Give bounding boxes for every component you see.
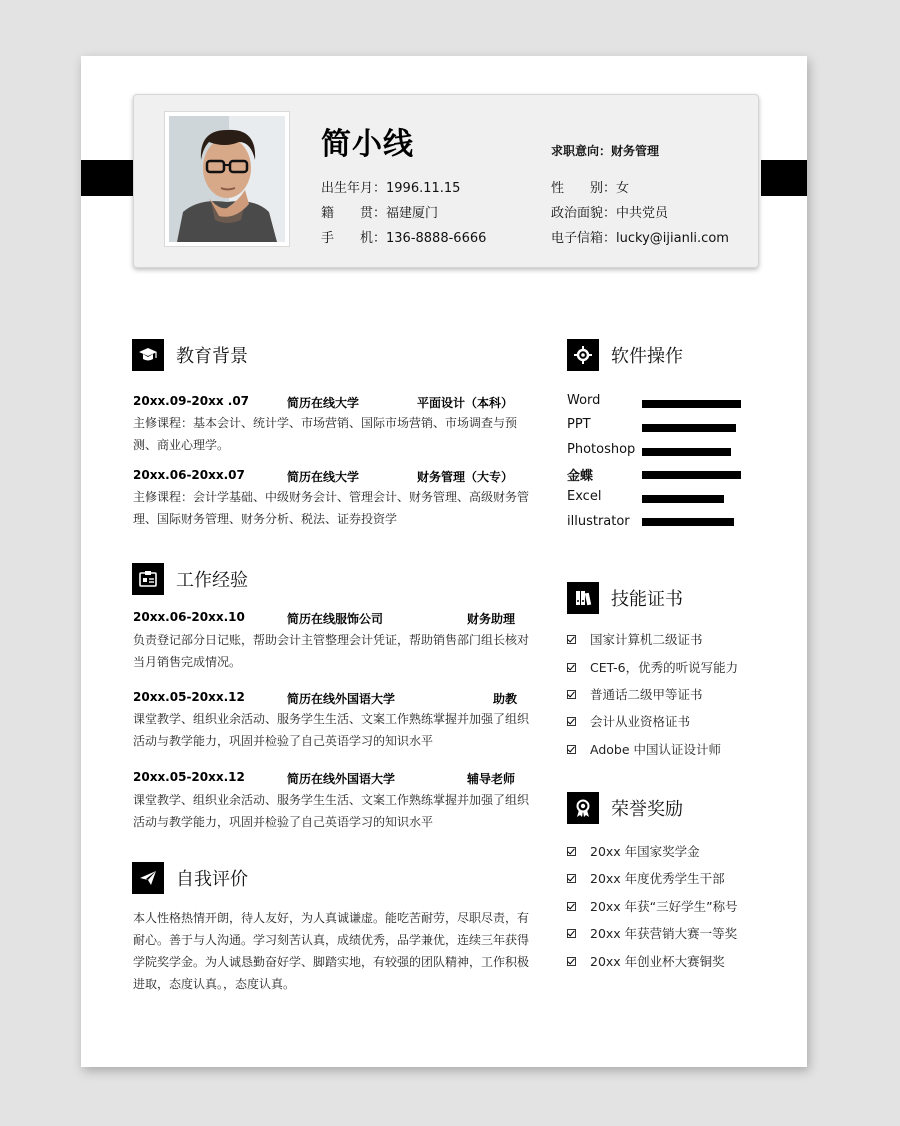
- candidate-name: 简小线: [321, 127, 414, 162]
- software-section-title: [567, 339, 683, 371]
- certificates-section-title: [567, 582, 683, 614]
- birth-label: 出生年月：: [321, 181, 387, 196]
- checkbox-icon: [567, 663, 576, 672]
- work-1-date: 20xx.06-20xx.10: [133, 610, 245, 624]
- cert-text: 会计从业资格证书: [590, 714, 691, 729]
- edu-1-school: 简历在线大学: [287, 396, 360, 410]
- edu-2-major: 财务管理（大专）: [417, 470, 514, 484]
- education-section-title: [132, 339, 248, 371]
- checkbox-icon: [567, 635, 576, 644]
- native-label: 籍 贯：: [321, 206, 387, 221]
- cert-item: [567, 740, 721, 758]
- header-band-left: [81, 160, 133, 196]
- cert-item: [567, 658, 738, 676]
- checkbox-icon: [567, 717, 576, 726]
- self-eval-title: 自我评价: [176, 869, 248, 890]
- header-card: [133, 94, 759, 268]
- gender-value: 女: [616, 181, 630, 196]
- work-3-date: 20xx.05-20xx.12: [133, 770, 245, 784]
- work-1-company: 简历在线服饰公司: [287, 612, 384, 626]
- id-card-icon: [132, 563, 164, 595]
- cert-text: CET-6，优秀的听说写能力: [590, 660, 739, 675]
- paper-plane-icon: [132, 862, 164, 894]
- skill-label-word: Word: [567, 393, 601, 408]
- honor-item: [567, 897, 738, 915]
- gender-label: 性 别：: [551, 181, 617, 196]
- honor-item: [567, 842, 700, 860]
- header-band-right: [761, 160, 807, 196]
- honor-text: 20xx 年获“三好学生”称号: [590, 899, 738, 914]
- skill-bar-illustrator: [642, 518, 734, 526]
- honor-text: 20xx 年国家奖学金: [590, 844, 700, 859]
- award-ribbon-icon: [567, 792, 599, 824]
- cert-text: 国家计算机二级证书: [590, 632, 703, 647]
- skill-bar-photoshop: [642, 448, 731, 456]
- honors-section-title: [567, 792, 683, 824]
- work-3-company: 简历在线外国语大学: [287, 772, 396, 786]
- honors-title: 荣誉奖励: [611, 799, 683, 820]
- skill-bar-excel: [642, 495, 724, 503]
- checkbox-icon: [567, 847, 576, 856]
- cert-item: [567, 685, 703, 703]
- cert-text: Adobe 中国认证设计师: [590, 742, 722, 757]
- politics-row: [551, 202, 668, 221]
- work-2-date: 20xx.05-20xx.12: [133, 690, 245, 704]
- checkbox-icon: [567, 874, 576, 883]
- phone-row: [321, 227, 486, 246]
- edu-2-school: 简历在线大学: [287, 470, 360, 484]
- honor-item: [567, 952, 725, 970]
- honor-text: 20xx 年度优秀学生干部: [590, 871, 725, 886]
- checkbox-icon: [567, 902, 576, 911]
- politics-value: 中共党员: [616, 206, 669, 221]
- job-objective: 求职意向：财务管理: [551, 144, 660, 158]
- work-1-role: 财务助理: [467, 612, 516, 626]
- software-title: 软件操作: [611, 346, 683, 367]
- edu-2-desc: 主修课程：会计学基础、中级财务会计、管理会计、财务管理、高级财务管理、国际财务管理、财务分析、税法、证券投资学: [133, 490, 530, 526]
- skill-label-ppt: PPT: [567, 417, 591, 432]
- checkbox-icon: [567, 957, 576, 966]
- birth-value: 1996.11.15: [386, 181, 461, 196]
- honor-text: 20xx 年获营销大赛一等奖: [590, 926, 738, 941]
- native-row: [321, 202, 438, 221]
- cert-item: [567, 712, 690, 730]
- work-3-role: 辅导老师: [467, 772, 516, 786]
- work-2-role: 助教: [493, 692, 518, 706]
- edu-1-date: 20xx.09-20xx .07: [133, 394, 250, 408]
- work-3-desc: 课堂教学、组织业余活动、服务学生生活、文案工作熟练掌握并加强了组织活动与教学能力，巩固并检验了自己英语学习的知识水平: [133, 793, 530, 829]
- cert-item: [567, 630, 703, 648]
- gender-row: [551, 177, 629, 196]
- skill-bar-kingdee: [642, 471, 741, 479]
- profile-photo: [164, 111, 290, 247]
- birth-row: [321, 177, 460, 196]
- certificates-title: 技能证书: [611, 589, 683, 610]
- honor-item: [567, 869, 725, 887]
- resume-page: [81, 56, 807, 1067]
- phone-label: 手 机：: [321, 231, 387, 246]
- checkbox-icon: [567, 929, 576, 938]
- email-row: [551, 227, 729, 246]
- honor-item: [567, 924, 737, 942]
- skill-bar-word: [642, 400, 741, 408]
- checkbox-icon: [567, 690, 576, 699]
- graduation-cap-icon: [132, 339, 164, 371]
- work-2-desc: 课堂教学、组织业余活动、服务学生生活、文案工作熟练掌握并加强了组织活动与教学能力，巩固并检验了自己英语学习的知识水平: [133, 712, 530, 748]
- email-value: lucky@ijianli.com: [616, 231, 729, 246]
- work-section-title: [132, 563, 248, 595]
- software-gear-icon: [567, 339, 599, 371]
- phone-value: 136-8888-6666: [386, 231, 487, 246]
- portrait-image: [169, 116, 285, 242]
- skill-label-illustrator: illustrator: [567, 514, 630, 529]
- skill-label-photoshop: Photoshop: [567, 442, 636, 457]
- self-eval-text: 本人性格热情开朗，待人友好，为人真诚谦虚。能吃苦耐劳，尽职尽责，有耐心。善于与人沟通。学习刻苦认真，成绩优秀，品学兼优，连续三年获得学院奖学金。为人诚恳勤奋好学、脚踏实地，有较强的团队精神，工作积极进取，态度认真。，态度认真。: [133, 911, 530, 991]
- honor-text: 20xx 年创业杯大赛铜奖: [590, 954, 725, 969]
- edu-1-desc: 主修课程：基本会计、统计学、市场营销、国际市场营销、市场调查与预测、商业心理学。: [133, 416, 518, 452]
- edu-1-major: 平面设计（本科）: [417, 396, 514, 410]
- edu-2-date: 20xx.06-20xx.07: [133, 468, 245, 482]
- checkbox-icon: [567, 745, 576, 754]
- binder-icon: [567, 582, 599, 614]
- skill-label-excel: Excel: [567, 489, 602, 504]
- politics-label: 政治面貌：: [551, 206, 617, 221]
- email-label: 电子信箱：: [551, 231, 617, 246]
- work-2-company: 简历在线外国语大学: [287, 692, 396, 706]
- skill-label-kingdee: 金蝶: [567, 469, 594, 484]
- native-value: 福建厦门: [386, 206, 439, 221]
- work-1-desc: 负责登记部分日记账，帮助会计主管整理会计凭证，帮助销售部门组长核对当月销售完成情况。: [133, 633, 530, 669]
- skill-bar-ppt: [642, 424, 736, 432]
- work-title: 工作经验: [176, 570, 248, 591]
- cert-text: 普通话二级甲等证书: [590, 687, 703, 702]
- education-title: 教育背景: [176, 346, 248, 367]
- self-eval-section-title: [132, 862, 248, 894]
